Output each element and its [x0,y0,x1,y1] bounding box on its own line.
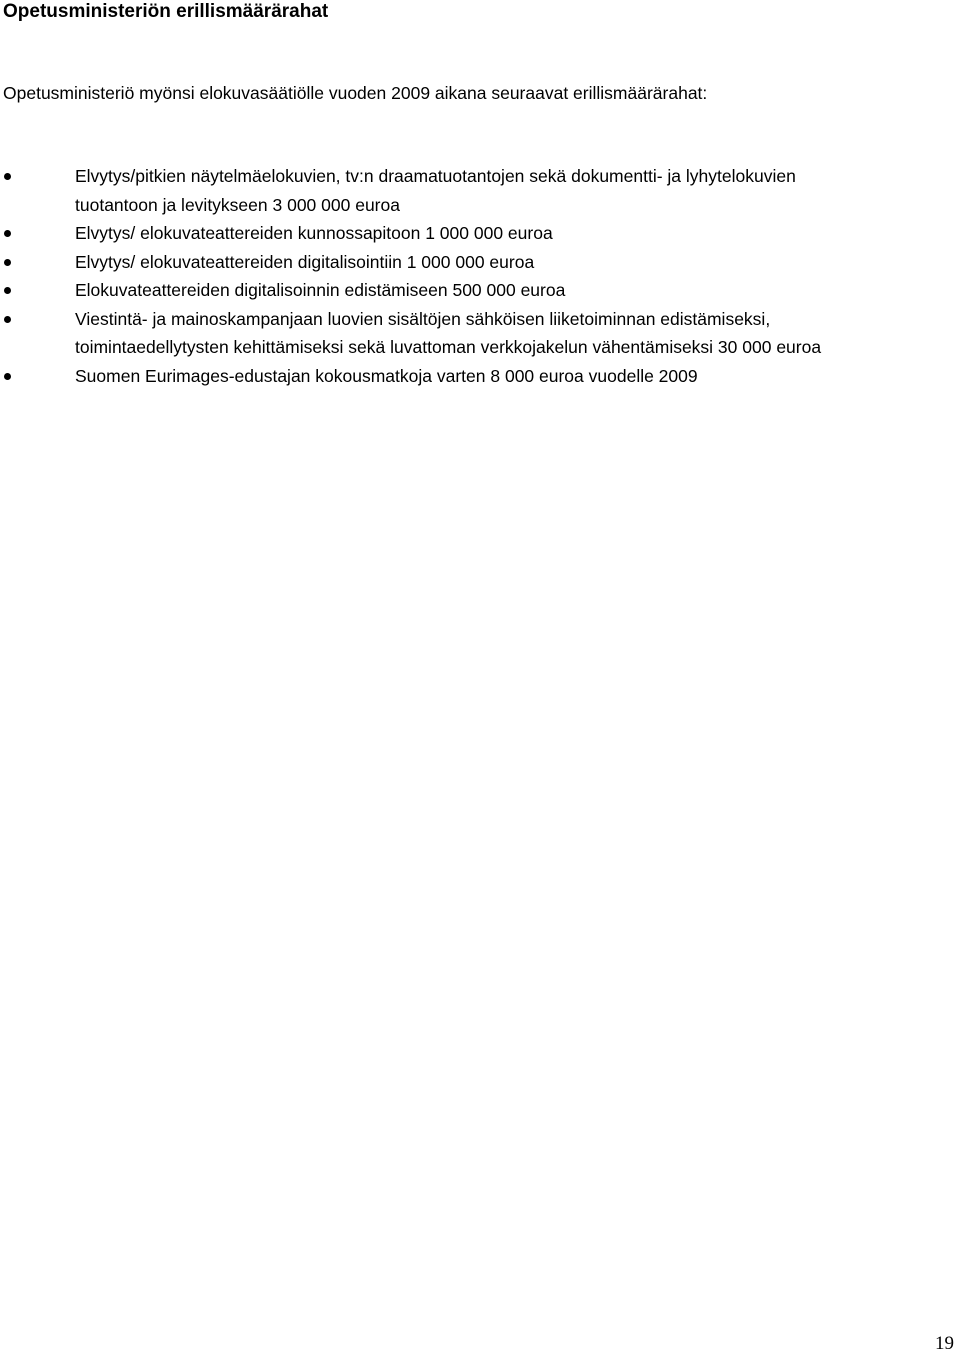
list-item-text: toimintaedellytysten kehittämiseksi sekä luvattoman verkkojakelun vähentämiseksi 30 000 euroa [75,337,822,357]
list-item-text: Elokuvateattereiden digitalisoinnin edistämiseen 500 000 euroa [75,280,566,300]
list-item-text: tuotantoon ja levitykseen 3 000 000 euroa [75,194,400,215]
list-item-text: Elvytys/ elokuvateattereiden kunnossapitoon 1 000 000 euroa [75,223,553,243]
list-item [0,305,960,362]
page-number: 19 [935,1333,954,1354]
list-item-text: Viestintä- ja mainoskampanjaan luovien sisältöjen sähköisen liiketoiminnan edistämiseksi, [75,308,771,329]
list-item-text: Elvytys/ elokuvateattereiden digitalisointiin 1 000 000 euroa [75,251,535,272]
list-item [0,248,960,277]
bullet-icon [4,230,11,237]
list-item-text: Suomen Eurimages-edustajan kokousmatkoja varten 8 000 euroa vuodelle 2009 [75,365,698,386]
list-item-text: Elvytys/pitkien näytelmäelokuvien, tv:n draamatuotantojen sekä dokumentti- ja lyhytelokuvien [75,166,796,186]
list-item [0,162,960,219]
list-item [0,362,960,391]
bullet-icon [4,373,11,380]
bullet-icon [4,259,11,266]
section-heading: Opetusministeriön erillismäärärahat [3,1,329,22]
bullet-icon [4,173,11,180]
list-item [0,276,960,305]
intro-paragraph: Opetusministeriö myönsi elokuvasäätiölle vuoden 2009 aikana seuraavat erillismäärärahat: [3,83,708,103]
list-item [0,219,960,248]
bullet-icon [4,287,11,294]
allocation-list [0,162,960,390]
bullet-icon [4,316,11,323]
